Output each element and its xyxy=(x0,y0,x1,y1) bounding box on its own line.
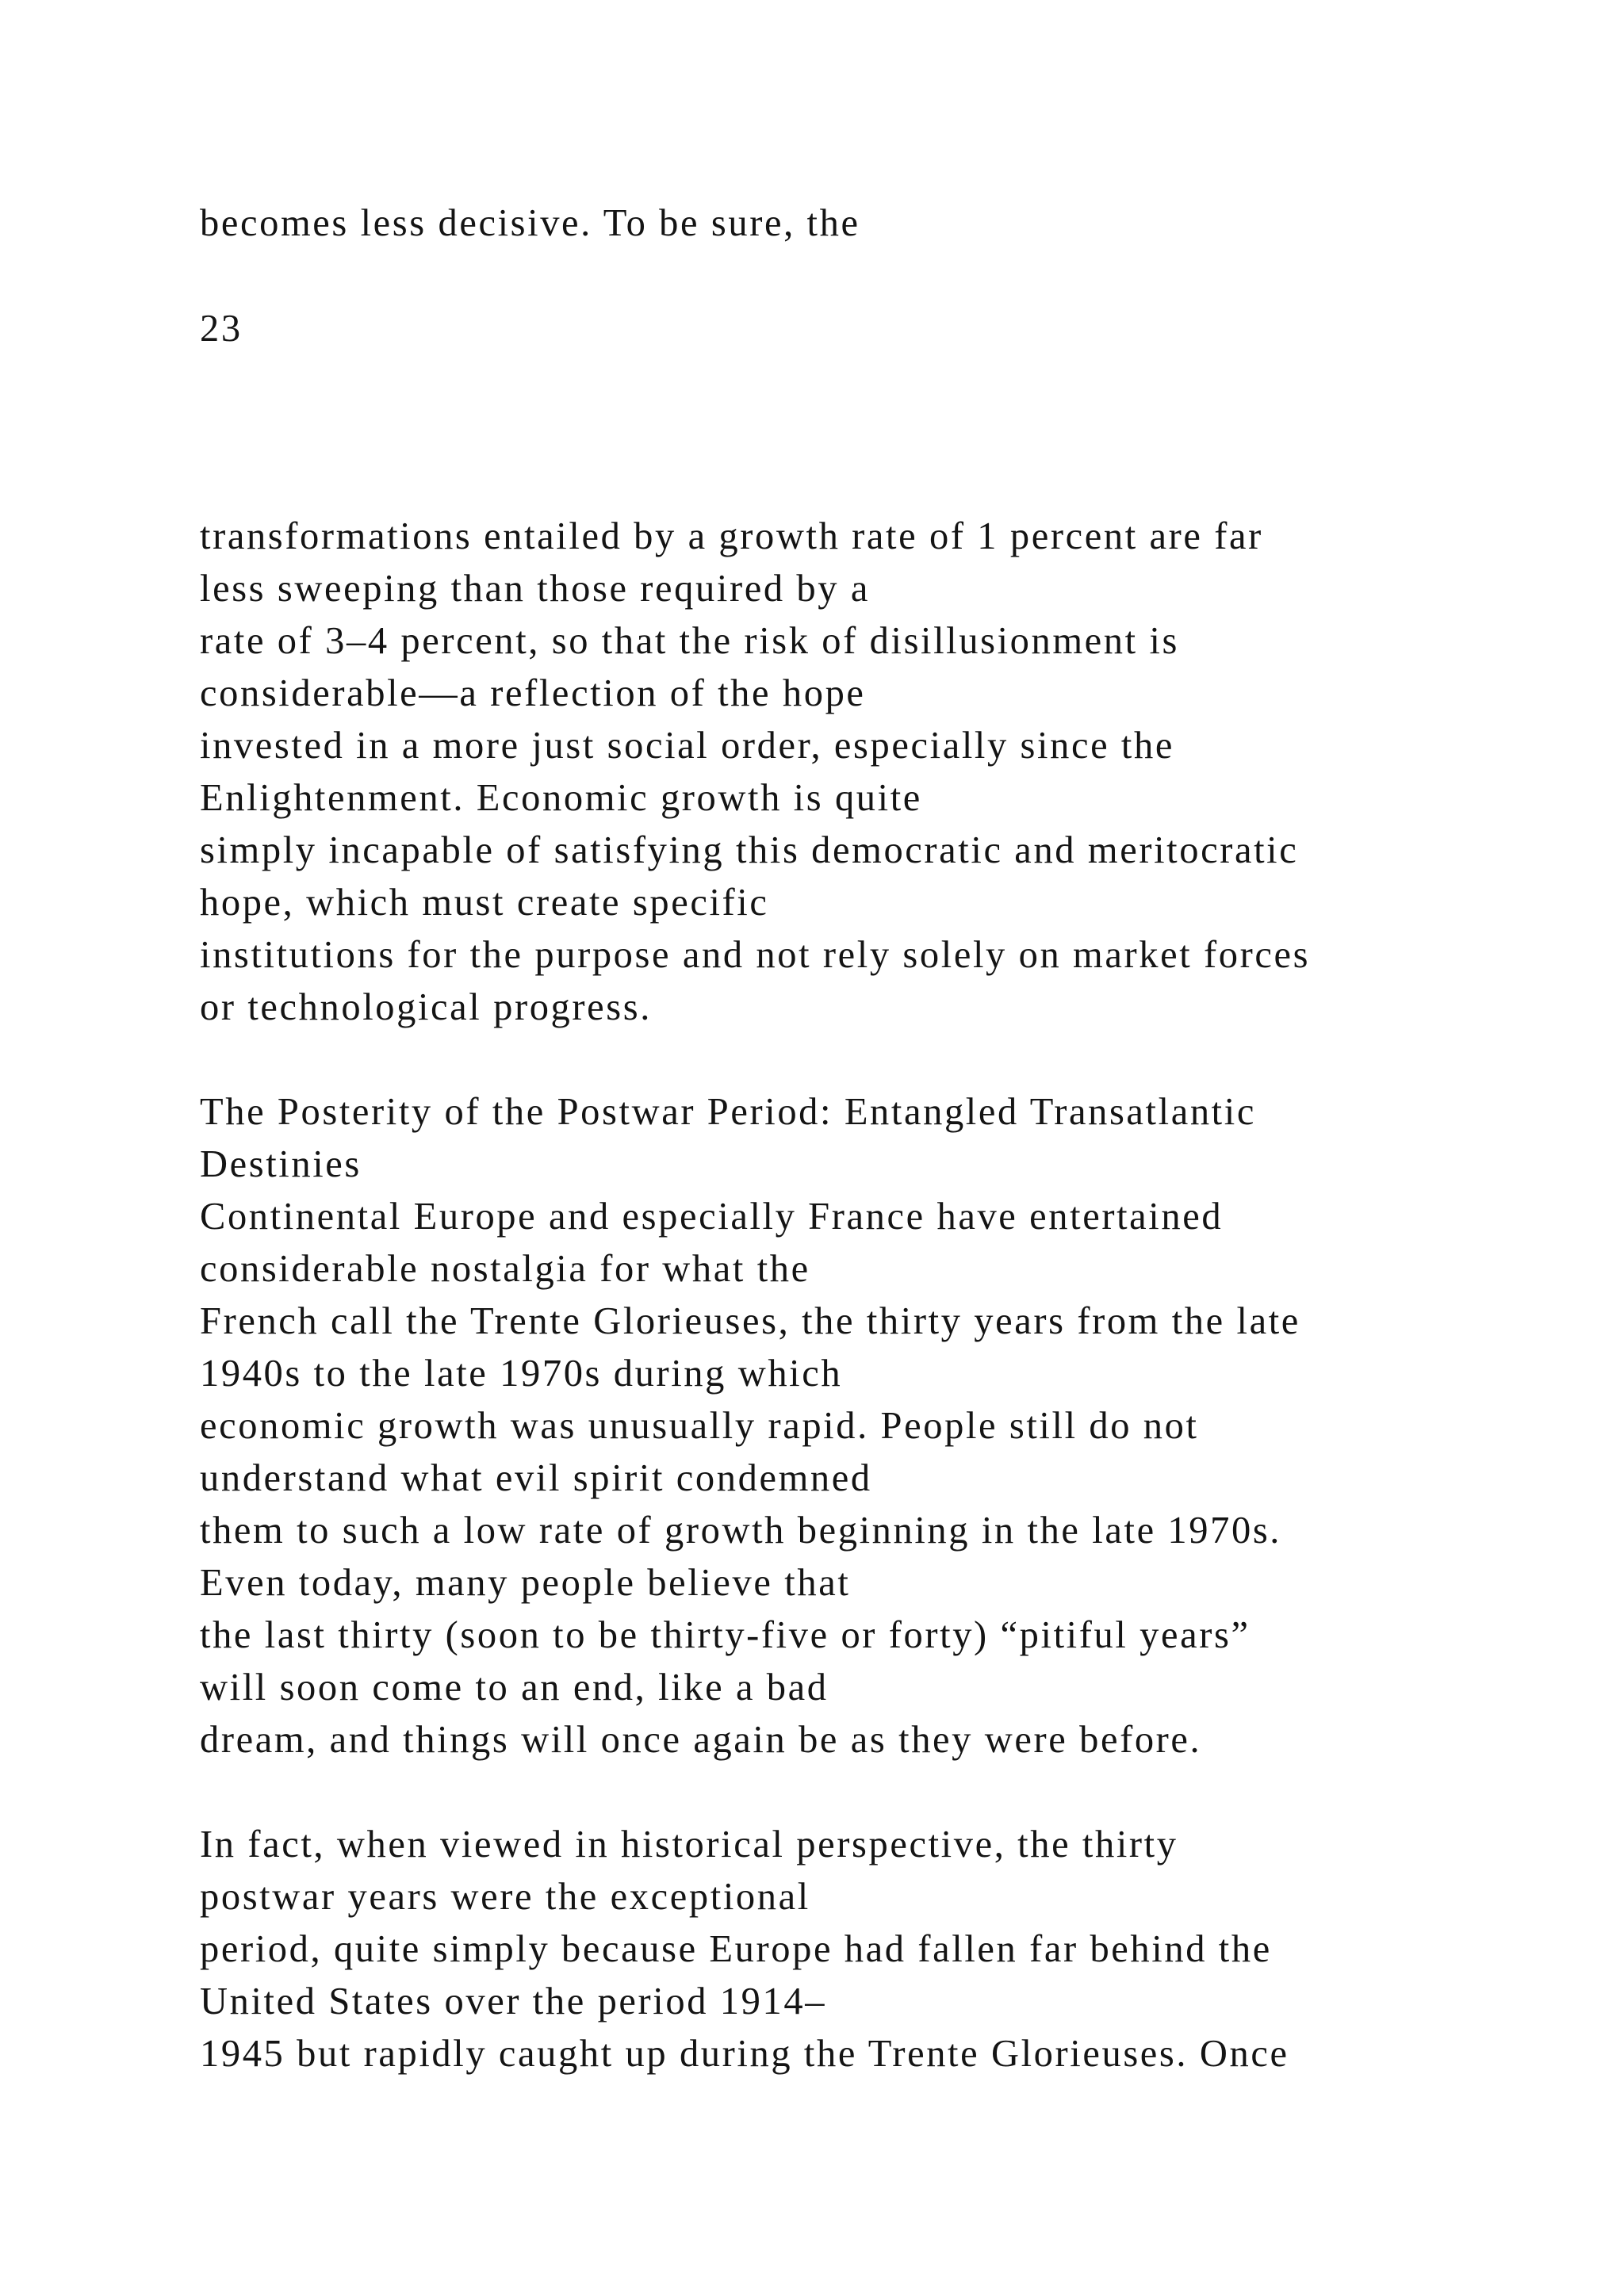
text-line: Even today, many people believe that xyxy=(200,1562,851,1604)
text-line: hope, which must create specific xyxy=(200,882,769,924)
section-heading: The Posterity of the Postwar Period: Entangled Transatlantic xyxy=(200,1091,1256,1133)
text-line: rate of 3–4 percent, so that the risk of disillusionment is xyxy=(200,620,1180,662)
text-line: French call the Trente Glorieuses, the thirty years from the late xyxy=(200,1300,1300,1342)
text-line: will soon come to an end, like a bad xyxy=(200,1667,829,1709)
text-line: invested in a more just social order, especially since the xyxy=(200,725,1174,767)
text-line: transformations entailed by a growth rate of 1 percent are far xyxy=(200,515,1263,557)
text-line: In fact, when viewed in historical perspective, the thirty xyxy=(200,1823,1178,1866)
text-line: dream, and things will once again be as they were before. xyxy=(200,1719,1202,1761)
page-number: 23 xyxy=(200,308,243,350)
text-line: them to such a low rate of growth beginning in the late 1970s. xyxy=(200,1510,1282,1552)
text-line: less sweeping than those required by a xyxy=(200,568,870,610)
text-line: understand what evil spirit condemned xyxy=(200,1457,872,1499)
text-line: or technological progress. xyxy=(200,986,652,1028)
text-line: simply incapable of satisfying this democratic and meritocratic xyxy=(200,829,1299,871)
text-line: 1945 but rapidly caught up during the Trente Glorieuses. Once xyxy=(200,2033,1289,2075)
text-line: considerable—a reflection of the hope xyxy=(200,672,866,714)
section-heading: Destinies xyxy=(200,1143,362,1185)
text-line: United States over the period 1914– xyxy=(200,1980,827,2022)
text-line: Continental Europe and especially France have entertained xyxy=(200,1196,1224,1238)
text-line: 1940s to the late 1970s during which xyxy=(200,1353,843,1395)
text-line: postwar years were the exceptional xyxy=(200,1876,810,1918)
text-line: economic growth was unusually rapid. People still do not xyxy=(200,1405,1199,1447)
text-line: institutions for the purpose and not rely solely on market forces xyxy=(200,934,1311,976)
text-line: Enlightenment. Economic growth is quite xyxy=(200,777,922,819)
text-line: considerable nostalgia for what the xyxy=(200,1248,810,1290)
text-line: the last thirty (soon to be thirty-five or forty) “pitiful years” xyxy=(200,1614,1251,1656)
text-line: becomes less decisive. To be sure, the xyxy=(200,202,860,244)
text-line: period, quite simply because Europe had fallen far behind the xyxy=(200,1928,1272,1970)
